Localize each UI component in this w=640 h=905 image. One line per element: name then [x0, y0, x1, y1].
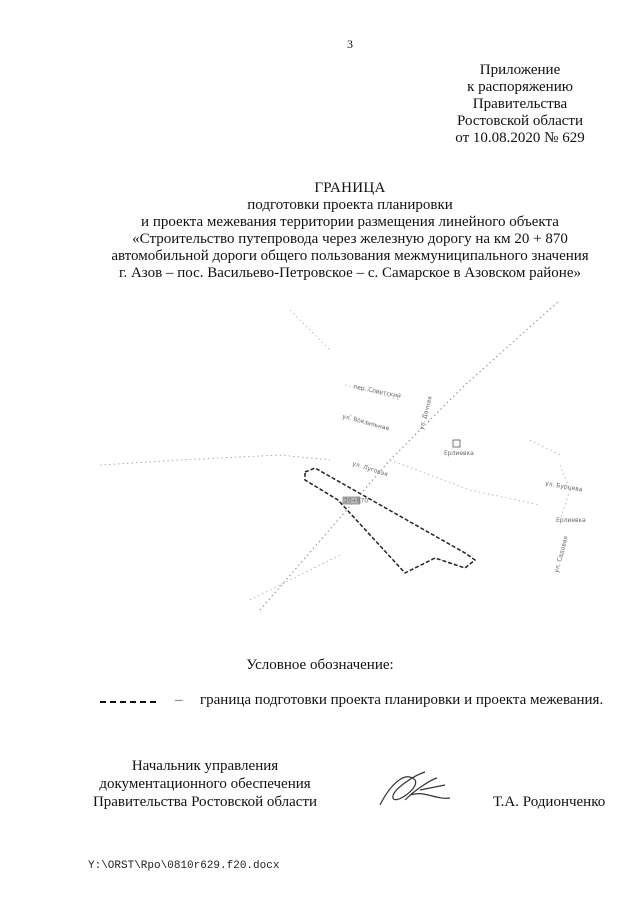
handwritten-signature: [375, 760, 455, 820]
km-marker-label: 20+870: [344, 497, 369, 505]
title-line: «Строительство путепровода через железную дорогу на км 20 + 870: [132, 231, 568, 247]
road-line: [100, 455, 330, 465]
station-label: Ерлиевка: [444, 450, 474, 457]
road-line: [390, 460, 540, 505]
appendix-block: [430, 62, 610, 147]
appendix-line: Приложение: [479, 62, 561, 78]
street-label: ул. Луговая: [351, 460, 389, 479]
title-heading: ГРАНИЦА: [314, 180, 386, 196]
road-line: [560, 465, 570, 520]
file-path: Y:\ORST\Rpo\0810r629.f20.docx: [88, 860, 280, 872]
street-label: ул. Садовая: [553, 535, 570, 574]
legend-dashed-line-icon: [100, 701, 156, 703]
village-label: Ерлиевка: [556, 517, 586, 524]
appendix-line: Правительства: [472, 96, 568, 112]
signature-block: [70, 757, 340, 811]
street-label: ул. Вокзальная: [341, 413, 390, 433]
legend-text: граница подготовки проекта планировки и проекта межевания.: [200, 692, 604, 708]
railway-line: [260, 300, 560, 610]
street-label: пер. Советский: [352, 383, 402, 401]
signer-name: Т.А. Родионченко: [493, 794, 606, 810]
signatory-position-line: документационного обеспечения: [99, 776, 311, 792]
document-title: [40, 180, 640, 282]
road-line: [530, 440, 560, 455]
road-line: [250, 555, 340, 600]
road-line: [290, 310, 330, 350]
title-line: г. Азов – пос. Васильево-Петровское – с. Самарское в Азовском районе»: [119, 265, 581, 281]
appendix-line: от 10.08.2020 № 629: [455, 130, 585, 146]
project-boundary: [305, 468, 475, 573]
boundary-map: [90, 290, 610, 630]
street-label: ул. Бурцева: [544, 480, 583, 494]
signatory-position-line: Начальник управления: [131, 758, 279, 774]
appendix-line: Ростовской области: [457, 113, 583, 129]
legend-separator: –: [175, 692, 183, 708]
page-number: 3: [347, 37, 353, 51]
title-line: подготовки проекта планировки: [247, 197, 453, 213]
title-line: автомобильной дороги общего пользования межмуниципального значения: [111, 248, 589, 264]
signatory-position-line: Правительства Ростовской области: [92, 794, 318, 810]
legend-row: [100, 692, 620, 712]
street-label: ул. Дачная: [418, 395, 434, 431]
title-line: и проекта межевания территории размещения линейного объекта: [141, 214, 559, 230]
station-marker: [453, 440, 460, 447]
appendix-line: к распоряжению: [467, 79, 573, 95]
legend-heading: Условное обозначение:: [246, 657, 394, 673]
